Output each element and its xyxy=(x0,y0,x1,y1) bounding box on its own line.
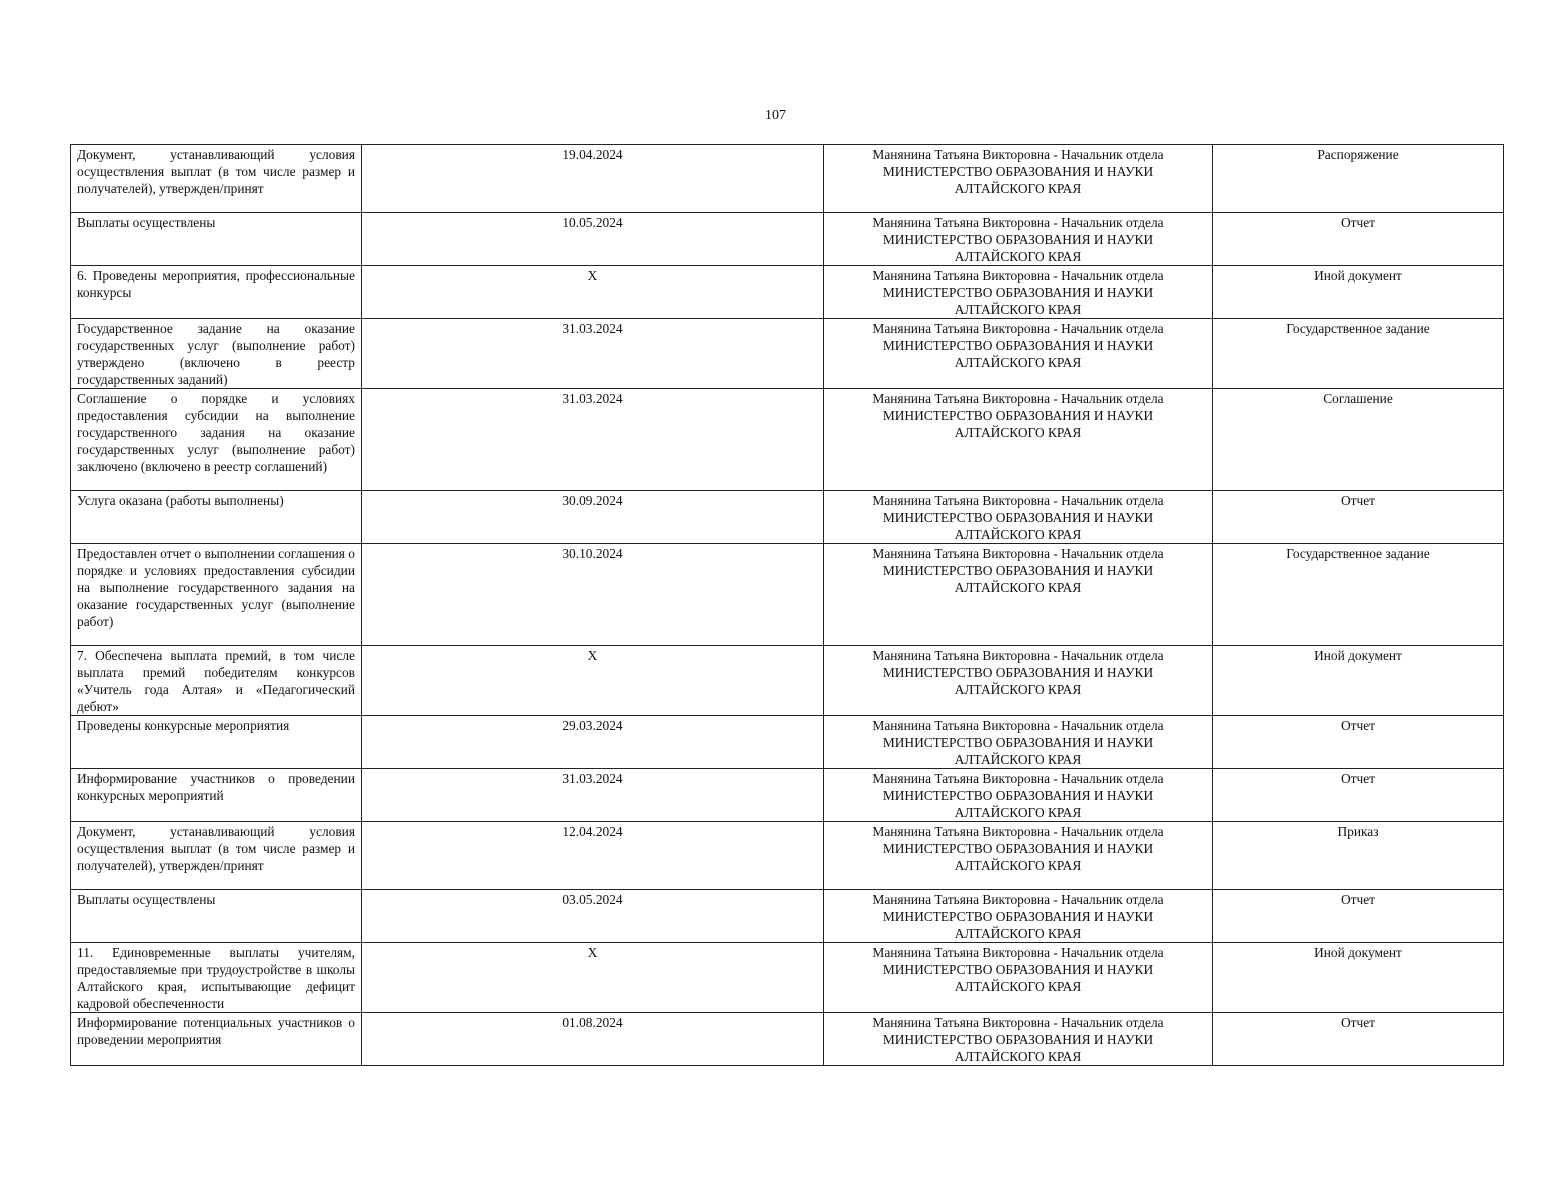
row-name: Услуга оказана (работы выполнены) xyxy=(71,491,362,544)
row-doc-type: Отчет xyxy=(1213,890,1504,943)
row-responsible xyxy=(824,213,1213,266)
row-doc-type: Государственное задание xyxy=(1213,544,1504,646)
row-doc-type: Государственное задание xyxy=(1213,319,1504,389)
row-doc-type: Отчет xyxy=(1213,1013,1504,1066)
responsible-org: МИНИСТЕРСТВО ОБРАЗОВАНИЯ И НАУКИ xyxy=(882,164,1154,179)
row-name: Предоставлен отчет о выполнении соглашения о порядке и условиях предоставления субсидии на выполнение государственного задания на оказание государственных услуг (выполнение работ) xyxy=(71,544,362,646)
responsible-org: МИНИСТЕРСТВО ОБРАЗОВАНИЯ И НАУКИ xyxy=(882,665,1154,680)
responsible-org: МИНИСТЕРСТВО ОБРАЗОВАНИЯ И НАУКИ xyxy=(882,962,1154,977)
responsible-person: Манянина Татьяна Викторовна - Начальник отдела xyxy=(872,215,1164,230)
responsible-org: АЛТАЙСКОГО КРАЯ xyxy=(954,752,1082,767)
table-row xyxy=(71,544,1504,646)
row-responsible xyxy=(824,890,1213,943)
table-row xyxy=(71,1013,1504,1066)
responsible-org: АЛТАЙСКОГО КРАЯ xyxy=(954,425,1082,440)
row-name: Информирование потенциальных участников о проведении мероприятия xyxy=(71,1013,362,1066)
row-date: 31.03.2024 xyxy=(362,319,824,389)
responsible-person: Манянина Татьяна Викторовна - Начальник отдела xyxy=(872,718,1164,733)
responsible-org: МИНИСТЕРСТВО ОБРАЗОВАНИЯ И НАУКИ xyxy=(882,510,1154,525)
responsible-person: Манянина Татьяна Викторовна - Начальник отдела xyxy=(872,321,1164,336)
table-row xyxy=(71,822,1504,890)
row-name: Государственное задание на оказание государственных услуг (выполнение работ) утверждено (включено в реестр государственных заданий) xyxy=(71,319,362,389)
responsible-person: Манянина Татьяна Викторовна - Начальник отдела xyxy=(872,771,1164,786)
row-doc-type: Отчет xyxy=(1213,769,1504,822)
responsible-org: МИНИСТЕРСТВО ОБРАЗОВАНИЯ И НАУКИ xyxy=(882,408,1154,423)
responsible-org: МИНИСТЕРСТВО ОБРАЗОВАНИЯ И НАУКИ xyxy=(882,285,1154,300)
row-name: Выплаты осуществлены xyxy=(71,213,362,266)
responsible-org: МИНИСТЕРСТВО ОБРАЗОВАНИЯ И НАУКИ xyxy=(882,735,1154,750)
responsible-org: АЛТАЙСКОГО КРАЯ xyxy=(954,682,1082,697)
responsible-person: Манянина Татьяна Викторовна - Начальник отдела xyxy=(872,546,1164,561)
responsible-org: АЛТАЙСКОГО КРАЯ xyxy=(954,181,1082,196)
row-name: Документ, устанавливающий условия осуществления выплат (в том числе размер и получателей), утвержден/принят xyxy=(71,145,362,213)
row-date: Х xyxy=(362,943,824,1013)
responsible-person: Манянина Татьяна Викторовна - Начальник отдела xyxy=(872,892,1164,907)
row-name: Соглашение о порядке и условиях предоставления субсидии на выполнение государственного задания на оказание государственных услуг (выполнение работ) заключено (включено в реестр соглашений) xyxy=(71,389,362,491)
row-doc-type: Соглашение xyxy=(1213,389,1504,491)
row-name: Документ, устанавливающий условия осуществления выплат (в том числе размер и получателей), утвержден/принят xyxy=(71,822,362,890)
control-points-table xyxy=(70,144,1504,1066)
row-date: 10.05.2024 xyxy=(362,213,824,266)
row-name: 7. Обеспечена выплата премий, в том числе выплата премий победителям конкурсов «Учитель года Алтая» и «Педагогический дебют» xyxy=(71,646,362,716)
responsible-org: АЛТАЙСКОГО КРАЯ xyxy=(954,355,1082,370)
responsible-org: МИНИСТЕРСТВО ОБРАЗОВАНИЯ И НАУКИ xyxy=(882,788,1154,803)
table-row xyxy=(71,266,1504,319)
responsible-org: АЛТАЙСКОГО КРАЯ xyxy=(954,805,1082,820)
row-doc-type: Отчет xyxy=(1213,716,1504,769)
responsible-org: АЛТАЙСКОГО КРАЯ xyxy=(954,527,1082,542)
responsible-org: АЛТАЙСКОГО КРАЯ xyxy=(954,1049,1082,1064)
row-responsible xyxy=(824,769,1213,822)
row-date: 30.10.2024 xyxy=(362,544,824,646)
page-number: 107 xyxy=(765,108,786,123)
row-name: 6. Проведены мероприятия, профессиональные конкурсы xyxy=(71,266,362,319)
responsible-org: АЛТАЙСКОГО КРАЯ xyxy=(954,926,1082,941)
row-date: 19.04.2024 xyxy=(362,145,824,213)
responsible-org: АЛТАЙСКОГО КРАЯ xyxy=(954,580,1082,595)
row-date: 29.03.2024 xyxy=(362,716,824,769)
row-date: 03.05.2024 xyxy=(362,890,824,943)
row-responsible xyxy=(824,943,1213,1013)
row-name: Проведены конкурсные мероприятия xyxy=(71,716,362,769)
row-doc-type: Отчет xyxy=(1213,213,1504,266)
table-row xyxy=(71,716,1504,769)
responsible-org: АЛТАЙСКОГО КРАЯ xyxy=(954,858,1082,873)
table-row xyxy=(71,890,1504,943)
table-row xyxy=(71,145,1504,213)
row-responsible xyxy=(824,319,1213,389)
row-date: Х xyxy=(362,646,824,716)
responsible-org: АЛТАЙСКОГО КРАЯ xyxy=(954,249,1082,264)
row-date: 30.09.2024 xyxy=(362,491,824,544)
row-date: 12.04.2024 xyxy=(362,822,824,890)
responsible-org: АЛТАЙСКОГО КРАЯ xyxy=(954,979,1082,994)
row-doc-type: Приказ xyxy=(1213,822,1504,890)
responsible-person: Манянина Татьяна Викторовна - Начальник отдела xyxy=(872,147,1164,162)
responsible-org: МИНИСТЕРСТВО ОБРАЗОВАНИЯ И НАУКИ xyxy=(882,232,1154,247)
table-row xyxy=(71,943,1504,1013)
row-date: 31.03.2024 xyxy=(362,389,824,491)
table-row xyxy=(71,491,1504,544)
row-responsible xyxy=(824,491,1213,544)
responsible-org: МИНИСТЕРСТВО ОБРАЗОВАНИЯ И НАУКИ xyxy=(882,909,1154,924)
row-responsible xyxy=(824,389,1213,491)
responsible-person: Манянина Татьяна Викторовна - Начальник отдела xyxy=(872,1015,1164,1030)
table-row xyxy=(71,319,1504,389)
row-name: Выплаты осуществлены xyxy=(71,890,362,943)
responsible-person: Манянина Татьяна Викторовна - Начальник отдела xyxy=(872,648,1164,663)
responsible-person: Манянина Татьяна Викторовна - Начальник отдела xyxy=(872,824,1164,839)
row-doc-type: Отчет xyxy=(1213,491,1504,544)
row-name: Информирование участников о проведении конкурсных мероприятий xyxy=(71,769,362,822)
responsible-person: Манянина Татьяна Викторовна - Начальник отдела xyxy=(872,268,1164,283)
row-doc-type: Иной документ xyxy=(1213,943,1504,1013)
row-responsible xyxy=(824,646,1213,716)
responsible-org: МИНИСТЕРСТВО ОБРАЗОВАНИЯ И НАУКИ xyxy=(882,841,1154,856)
row-date: 01.08.2024 xyxy=(362,1013,824,1066)
row-responsible xyxy=(824,266,1213,319)
row-date: Х xyxy=(362,266,824,319)
responsible-org: АЛТАЙСКОГО КРАЯ xyxy=(954,302,1082,317)
responsible-org: МИНИСТЕРСТВО ОБРАЗОВАНИЯ И НАУКИ xyxy=(882,1032,1154,1047)
table-row xyxy=(71,389,1504,491)
row-name: 11. Единовременные выплаты учителям, предоставляемые при трудоустройстве в школы Алтайского края, испытывающие дефицит кадровой обеспеченности xyxy=(71,943,362,1013)
row-doc-type: Распоряжение xyxy=(1213,145,1504,213)
table-row xyxy=(71,213,1504,266)
responsible-person: Манянина Татьяна Викторовна - Начальник отдела xyxy=(872,945,1164,960)
row-doc-type: Иной документ xyxy=(1213,646,1504,716)
row-doc-type: Иной документ xyxy=(1213,266,1504,319)
responsible-person: Манянина Татьяна Викторовна - Начальник отдела xyxy=(872,493,1164,508)
row-responsible xyxy=(824,822,1213,890)
row-date: 31.03.2024 xyxy=(362,769,824,822)
row-responsible xyxy=(824,1013,1213,1066)
row-responsible xyxy=(824,145,1213,213)
row-responsible xyxy=(824,544,1213,646)
table-row xyxy=(71,646,1504,716)
responsible-person: Манянина Татьяна Викторовна - Начальник отдела xyxy=(872,391,1164,406)
table-row xyxy=(71,769,1504,822)
row-responsible xyxy=(824,716,1213,769)
responsible-org: МИНИСТЕРСТВО ОБРАЗОВАНИЯ И НАУКИ xyxy=(882,563,1154,578)
responsible-org: МИНИСТЕРСТВО ОБРАЗОВАНИЯ И НАУКИ xyxy=(882,338,1154,353)
